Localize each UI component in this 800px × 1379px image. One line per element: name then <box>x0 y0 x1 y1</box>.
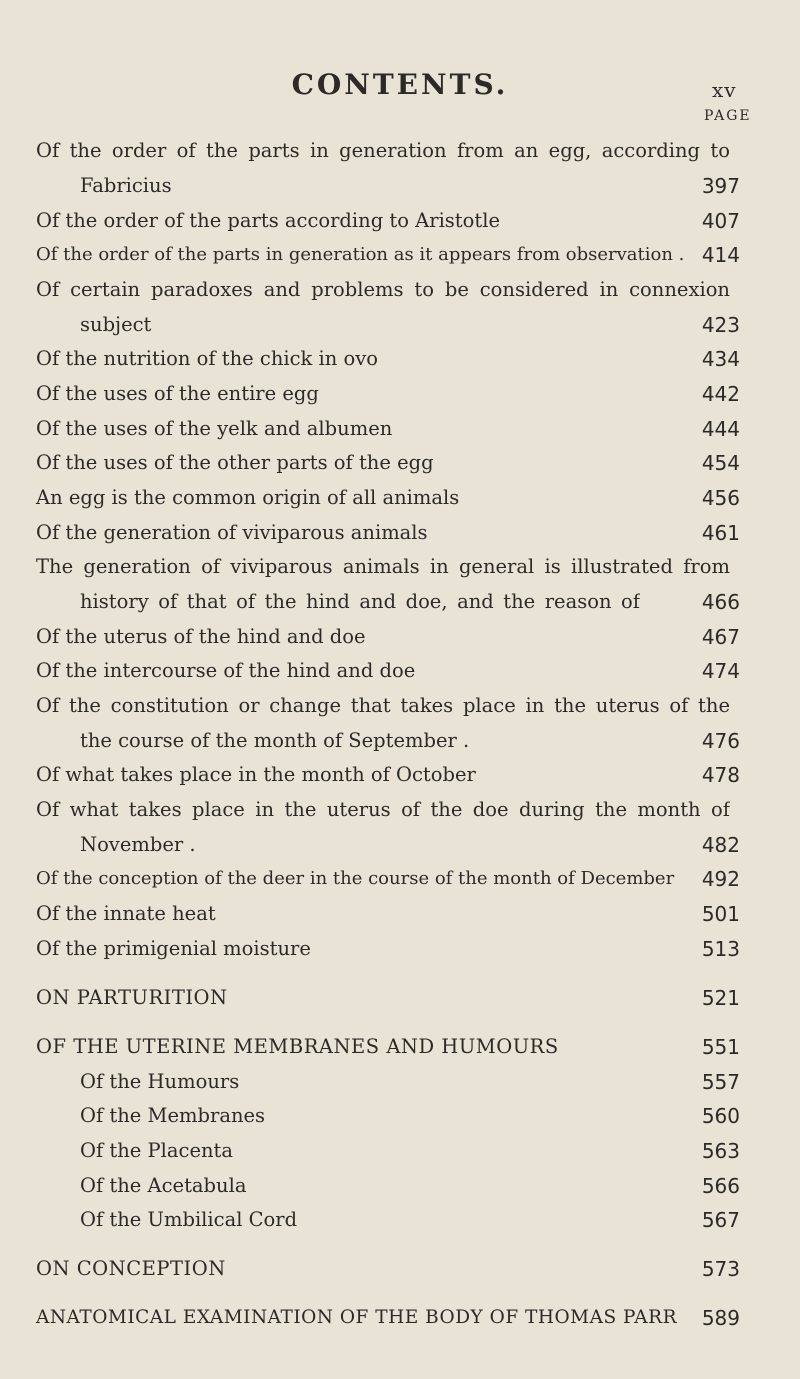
toc-entry-title: Of the Acetabula <box>80 1174 247 1197</box>
toc-entry <box>0 726 800 756</box>
toc-entry-title: ON PARTURITION <box>36 986 228 1009</box>
toc-entry <box>0 1205 800 1235</box>
toc-entry <box>0 552 800 582</box>
toc-entry-title: Of the nutrition of the chick in ovo <box>36 347 379 370</box>
toc-entry <box>0 518 800 548</box>
toc-entry-page: 434 <box>701 347 740 371</box>
toc-entry-page: 513 <box>701 937 740 961</box>
toc-entry-page: 444 <box>701 417 740 441</box>
toc-entry <box>0 448 800 478</box>
toc-entry-page: 560 <box>701 1104 740 1128</box>
toc-entry <box>0 830 800 860</box>
toc-entry-page: 442 <box>701 382 740 406</box>
toc-entry <box>0 1254 800 1284</box>
toc-entry-page: 492 <box>701 867 740 891</box>
toc-entry-page: 423 <box>701 313 740 337</box>
toc-entry-page: 501 <box>701 902 740 926</box>
toc-entry-title: Fabricius <box>80 174 172 197</box>
toc-entry-page: 474 <box>701 659 740 683</box>
toc-entry-page: 589 <box>701 1306 740 1330</box>
toc-entry-page: 566 <box>701 1174 740 1198</box>
toc-entry-title: Of the conception of the deer in the course of the month of December <box>36 868 675 889</box>
toc-entry-title: Of the uses of the entire egg <box>36 382 319 405</box>
toc-entry <box>0 864 800 894</box>
toc-entry <box>0 275 800 305</box>
toc-entry-title: Of the Humours <box>80 1070 240 1093</box>
toc-entry-title: ON CONCEPTION <box>36 1257 226 1280</box>
toc-entry-title: subject <box>80 313 152 336</box>
toc-entry <box>0 934 800 964</box>
toc-entry-title: Of what takes place in the uterus of the doe during the month of <box>36 798 730 821</box>
toc-entry <box>0 622 800 652</box>
toc-entry <box>0 414 800 444</box>
toc-entry <box>0 483 800 513</box>
toc-entry-title: history of that of the hind and doe, and the reason of <box>80 590 640 613</box>
toc-entry-page: 397 <box>701 174 740 198</box>
toc-entry <box>0 899 800 929</box>
toc-entry-title: Of the Umbilical Cord <box>80 1208 298 1231</box>
toc-entry-page: 466 <box>701 590 740 614</box>
toc-entry-title: November . <box>80 833 196 856</box>
toc-entry-title: Of the order of the parts according to Aristotle <box>36 209 501 232</box>
toc-entry-page: 551 <box>701 1035 740 1059</box>
toc-entry <box>0 240 800 270</box>
toc-entry <box>0 656 800 686</box>
toc-entry <box>0 1303 800 1333</box>
toc-entry <box>0 171 800 201</box>
toc-entry <box>0 136 800 166</box>
toc-entry-page: 557 <box>701 1070 740 1094</box>
toc-entry-page: 414 <box>701 243 740 267</box>
page-number: xv <box>712 78 737 102</box>
toc-entry-title: Of the order of the parts in generation from an egg, according to <box>36 139 730 162</box>
toc-entry-title: Of the constitution or change that takes place in the uterus of the <box>36 694 730 717</box>
toc-entry-title: Of the generation of viviparous animals <box>36 521 428 544</box>
toc-entry-page: 482 <box>701 833 740 857</box>
toc-entry-title: Of certain paradoxes and problems to be considered in connexion <box>36 278 730 301</box>
toc-entry-page: 478 <box>701 763 740 787</box>
toc-entry-title: the course of the month of September . <box>80 729 470 752</box>
toc-entry <box>0 1067 800 1097</box>
toc-entry-title: Of the intercourse of the hind and doe <box>36 659 416 682</box>
toc-entry-page: 407 <box>701 209 740 233</box>
toc-entry-title: Of the uses of the other parts of the egg <box>36 451 434 474</box>
toc-entry <box>0 379 800 409</box>
page-column-label: PAGE <box>704 108 752 124</box>
toc-entry-page: 573 <box>701 1257 740 1281</box>
page-title: CONTENTS. <box>291 68 509 101</box>
toc-entry-title: Of the primigenial moisture <box>36 937 311 960</box>
toc-entry <box>0 795 800 825</box>
toc-entry-title: Of the order of the parts in generation as it appears from observation . <box>36 244 685 265</box>
toc-entry-title: Of the uterus of the hind and doe <box>36 625 366 648</box>
toc-entry-title: Of the innate heat <box>36 902 216 925</box>
toc-entry-page: 467 <box>701 625 740 649</box>
toc-entry <box>0 310 800 340</box>
toc-entry <box>0 1032 800 1062</box>
toc-entry <box>0 1101 800 1131</box>
toc-entry <box>0 1136 800 1166</box>
toc-entry <box>0 983 800 1013</box>
toc-entry-title: Of the Placenta <box>80 1139 234 1162</box>
toc-entry-title: The generation of viviparous animals in general is illustrated from <box>36 555 730 578</box>
toc-entry-page: 461 <box>701 521 740 545</box>
toc-entry <box>0 344 800 374</box>
toc-entry-title: Of the Membranes <box>80 1104 266 1127</box>
toc-entry <box>0 691 800 721</box>
toc-entry-page: 454 <box>701 451 740 475</box>
toc-entry-title: Of the uses of the yelk and albumen <box>36 417 393 440</box>
toc-entry <box>0 587 800 617</box>
toc-entry-page: 476 <box>701 729 740 753</box>
toc-entry-title: ANATOMICAL EXAMINATION OF THE BODY OF THOMAS PARR <box>36 1307 677 1328</box>
toc-entry-page: 521 <box>701 986 740 1010</box>
toc-entry <box>0 760 800 790</box>
toc-entry <box>0 206 800 236</box>
toc-entry <box>0 1171 800 1201</box>
toc-entry-page: 567 <box>701 1208 740 1232</box>
toc-entry-page: 563 <box>701 1139 740 1163</box>
toc-entry-title: OF THE UTERINE MEMBRANES AND HUMOURS <box>36 1035 559 1058</box>
toc-entry-title: An egg is the common origin of all animals <box>36 486 460 509</box>
toc-entry-title: Of what takes place in the month of October <box>36 763 476 786</box>
toc-entry-page: 456 <box>701 486 740 510</box>
